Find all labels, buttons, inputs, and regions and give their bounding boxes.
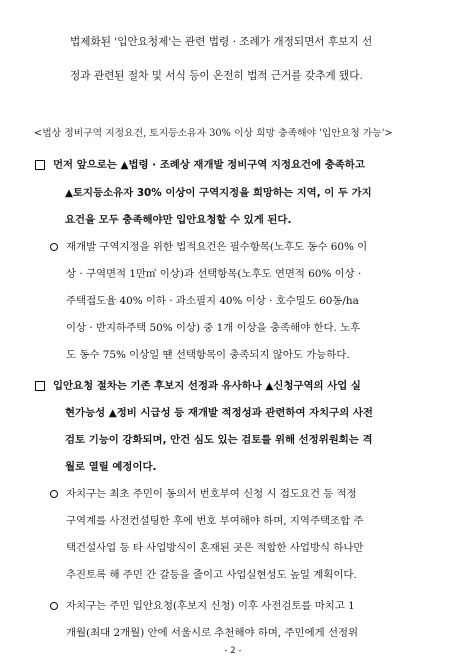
sub2-line-4: 추진토록 해 주민 간 갈등을 줄이고 사업실현성도 높일 계획이다. [66,569,357,581]
sub2-line-2: 구역계를 사전컨설팅한 후에 번호 부여해야 하며, 지역주택조합 주 [66,515,364,527]
section-heading: <법상 정비구역 지정요건, 토지등소유자 30% 이상 희망 충족해야 '입안요청 가능'> [34,128,393,139]
bullet2-line-4: 월로 열릴 예정이다. [65,461,157,473]
page-number: - 2 - [224,646,242,656]
bullet1-line-1: 먼저 앞으로는 ▲법령 · 조례상 재개발 정비구역 지정요건에 충족하고 [53,159,365,171]
square-bullet-icon [35,381,45,391]
bullet1-line-2: ▲토지등소유자 30% 이상이 구역지정을 희망하는 지역, 이 두 가지 [65,187,372,199]
intro-line-2: 정과 관련된 절차 및 서식 등이 온전히 법적 근거를 갖추게 됐다. [70,70,363,82]
sub2-line-1: 자치구는 최초 주민이 동의서 번호부여 신청 시 접도요건 등 적정 [66,488,357,500]
sub1-line-5: 도 동수 75% 이상일 땐 선택항목이 충족되지 않아도 가능하다. [66,349,350,361]
sub3-line-2: 개월(최대 2개월) 안에 서울시로 추천해야 하며, 주민에게 선정위 [66,627,359,639]
square-bullet-icon [35,160,45,170]
sub1-line-3: 주택접도율 40% 이하 · 과소필지 40% 이상 · 호수밀도 60동/ha [66,295,359,307]
circle-bullet-icon [50,490,58,498]
bullet2-line-1: 입안요청 절차는 기존 후보지 선정과 유사하나 ▲신청구역의 사업 실 [53,380,361,392]
sub1-line-1: 재개발 구역지정을 위한 법적요건은 필수항목(노후도 동수 60% 이 [66,241,368,253]
bullet2-line-3: 검토 기능이 강화되며, 안건 심도 있는 검토를 위해 선정위원회는 격 [65,434,373,446]
sub1-line-4: 이상 · 반지하주택 50% 이상) 중 1개 이상을 충족해야 한다. 노후 [66,322,361,334]
circle-bullet-icon [50,602,58,610]
sub3-line-1: 자치구는 주민 입안요청(후보지 신청) 이후 사전검토를 마치고 1 [66,600,355,612]
sub1-line-2: 상 · 구역면적 1만㎡ 이상)과 선택항목(노후도 연면적 60% 이상 · [66,268,362,280]
intro-line-1: 법제화된 '입안요청제'는 관련 법령 · 조례가 개정되면서 후보지 선 [70,36,373,48]
bullet1-line-3: 요건을 모두 충족해야만 입안요청할 수 있게 된다. [65,214,292,226]
bullet2-line-2: 현가능성 ▲정비 시급성 등 재개발 적정성과 관련하여 자치구의 사전 [65,407,373,419]
sub2-line-3: 택건설사업 등 타 사업방식이 혼재된 곳은 적합한 사업방식 하나만 [66,542,364,554]
circle-bullet-icon [50,243,58,251]
